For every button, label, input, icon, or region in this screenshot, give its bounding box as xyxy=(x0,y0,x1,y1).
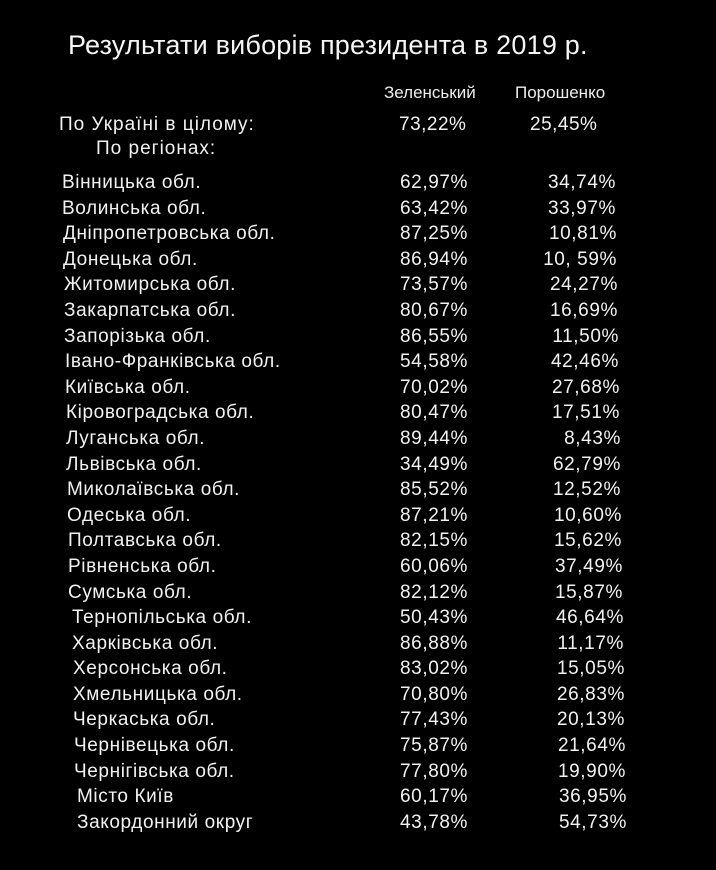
poroshenko-value: 12,52% xyxy=(552,479,621,501)
zelensky-value: 87,21% xyxy=(400,504,469,526)
poroshenko-value: 24,27% xyxy=(549,274,618,296)
region-name: Кіровоградська обл. xyxy=(66,402,255,424)
table-row xyxy=(0,605,716,631)
region-name: Полтавська обл. xyxy=(68,530,222,552)
region-name: Закарпатська обл. xyxy=(64,299,236,321)
region-name: Вінницька обл. xyxy=(62,172,202,193)
region-name: Чернігівська обл. xyxy=(74,760,235,782)
summary-poroshenko-value: 25,45% xyxy=(530,114,598,135)
table-row xyxy=(0,221,716,247)
zelensky-value: 86,55% xyxy=(400,325,469,347)
region-name: Місто Київ xyxy=(77,786,174,808)
region-name: Миколаївська обл. xyxy=(67,479,241,501)
zelensky-value: 89,44% xyxy=(400,427,469,449)
table-row xyxy=(0,349,716,375)
poroshenko-value: 46,64% xyxy=(555,607,624,629)
table-row xyxy=(0,298,716,324)
poroshenko-value: 27,68% xyxy=(551,376,620,398)
region-name: Запорізька обл. xyxy=(64,325,211,347)
poroshenko-value: 26,83% xyxy=(556,683,625,705)
poroshenko-value: 15,05% xyxy=(556,658,625,680)
zelensky-value: 73,57% xyxy=(400,274,469,296)
table-row xyxy=(0,170,716,196)
zelensky-value: 75,87% xyxy=(400,735,469,757)
region-name: Рівненська обл. xyxy=(68,555,217,577)
table-row xyxy=(0,759,716,785)
summary-label: По Україні в цілому: xyxy=(59,114,255,135)
region-name: Чернівецька обл. xyxy=(74,735,235,757)
poroshenko-value: 10,81% xyxy=(548,223,617,245)
zelensky-value: 82,12% xyxy=(400,581,469,603)
table-row xyxy=(0,733,716,759)
zelensky-value: 86,88% xyxy=(400,632,469,654)
region-name: Львівська обл. xyxy=(66,453,202,475)
table-row xyxy=(0,247,716,273)
zelensky-value: 70,80% xyxy=(400,683,469,705)
table-row xyxy=(0,682,716,708)
poroshenko-value: 37,49% xyxy=(554,555,623,577)
table-row xyxy=(0,272,716,298)
table-row xyxy=(0,452,716,478)
zelensky-value: 63,42% xyxy=(400,197,469,219)
poroshenko-value: 10, 59% xyxy=(543,248,617,270)
regions-table xyxy=(0,170,716,835)
table-row xyxy=(0,707,716,733)
zelensky-value: 70,02% xyxy=(400,376,469,398)
region-name: Харківська обл. xyxy=(72,632,219,654)
poroshenko-value: 34,74% xyxy=(547,172,616,193)
poroshenko-value: 11,17% xyxy=(557,632,624,654)
region-name: Житомирська обл. xyxy=(64,274,236,296)
poroshenko-value: 20,13% xyxy=(556,709,625,731)
zelensky-value: 62,97% xyxy=(400,172,469,193)
poroshenko-value: 16,69% xyxy=(549,299,618,321)
region-name: Івано-Франківська обл. xyxy=(65,351,281,373)
table-row xyxy=(0,477,716,503)
region-name: Дніпропетровська обл. xyxy=(63,223,276,245)
table-row xyxy=(0,400,716,426)
poroshenko-value: 17,51% xyxy=(551,402,620,424)
zelensky-value: 60,17% xyxy=(400,786,469,808)
column-header-poroshenko: Порошенко xyxy=(515,83,606,102)
poroshenko-value: 33,97% xyxy=(547,197,616,219)
region-name: Донецька обл. xyxy=(63,248,198,270)
zelensky-value: 86,94% xyxy=(400,248,469,270)
table-row xyxy=(0,784,716,810)
table-row xyxy=(0,375,716,401)
poroshenko-value: 36,95% xyxy=(558,786,627,808)
region-name: Луганська обл. xyxy=(66,427,206,449)
zelensky-value: 60,06% xyxy=(400,555,469,577)
table-row xyxy=(0,196,716,222)
region-name: Хмельницька обл. xyxy=(73,683,243,705)
table-row xyxy=(0,554,716,580)
page-title: Результати виборів президента в 2019 р. xyxy=(68,30,588,60)
zelensky-value: 82,15% xyxy=(400,530,469,552)
zelensky-value: 80,47% xyxy=(400,402,469,424)
poroshenko-value: 11,50% xyxy=(552,325,619,347)
poroshenko-value: 62,79% xyxy=(552,453,621,475)
poroshenko-value: 19,90% xyxy=(557,760,626,782)
region-name: Тернопільська обл. xyxy=(72,607,252,629)
regions-subheading: По регіонах: xyxy=(96,138,217,159)
zelensky-value: 87,25% xyxy=(400,223,469,245)
table-row xyxy=(0,503,716,529)
region-name: Херсонська обл. xyxy=(73,658,228,680)
poroshenko-value: 10,60% xyxy=(553,504,622,526)
zelensky-value: 85,52% xyxy=(400,479,469,501)
zelensky-value: 43,78% xyxy=(400,811,469,833)
table-row xyxy=(0,580,716,606)
poroshenko-value: 15,87% xyxy=(554,581,623,603)
zelensky-value: 54,58% xyxy=(400,351,469,373)
table-row xyxy=(0,426,716,452)
region-name: Закордонний округ xyxy=(77,811,254,833)
zelensky-value: 50,43% xyxy=(400,607,469,629)
column-header-zelensky: Зеленський xyxy=(384,83,476,102)
region-name: Одеська обл. xyxy=(67,504,192,526)
table-row xyxy=(0,528,716,554)
poroshenko-value: 15,62% xyxy=(553,530,622,552)
region-name: Черкаська обл. xyxy=(73,709,216,731)
poroshenko-value: 42,46% xyxy=(550,351,619,373)
table-row xyxy=(0,324,716,350)
table-row xyxy=(0,810,716,836)
table-row xyxy=(0,656,716,682)
summary-zelensky-value: 73,22% xyxy=(399,114,467,135)
region-name: Сумська обл. xyxy=(68,581,193,603)
zelensky-value: 77,43% xyxy=(400,709,469,731)
table-row xyxy=(0,631,716,657)
poroshenko-value: 21,64% xyxy=(557,735,626,757)
poroshenko-value: 54,73% xyxy=(558,811,627,833)
zelensky-value: 77,80% xyxy=(400,760,469,782)
zelensky-value: 34,49% xyxy=(400,453,469,475)
poroshenko-value: 8,43% xyxy=(564,427,621,449)
zelensky-value: 80,67% xyxy=(400,299,469,321)
region-name: Волинська обл. xyxy=(62,197,207,219)
region-name: Київська обл. xyxy=(65,376,191,398)
zelensky-value: 83,02% xyxy=(400,658,469,680)
